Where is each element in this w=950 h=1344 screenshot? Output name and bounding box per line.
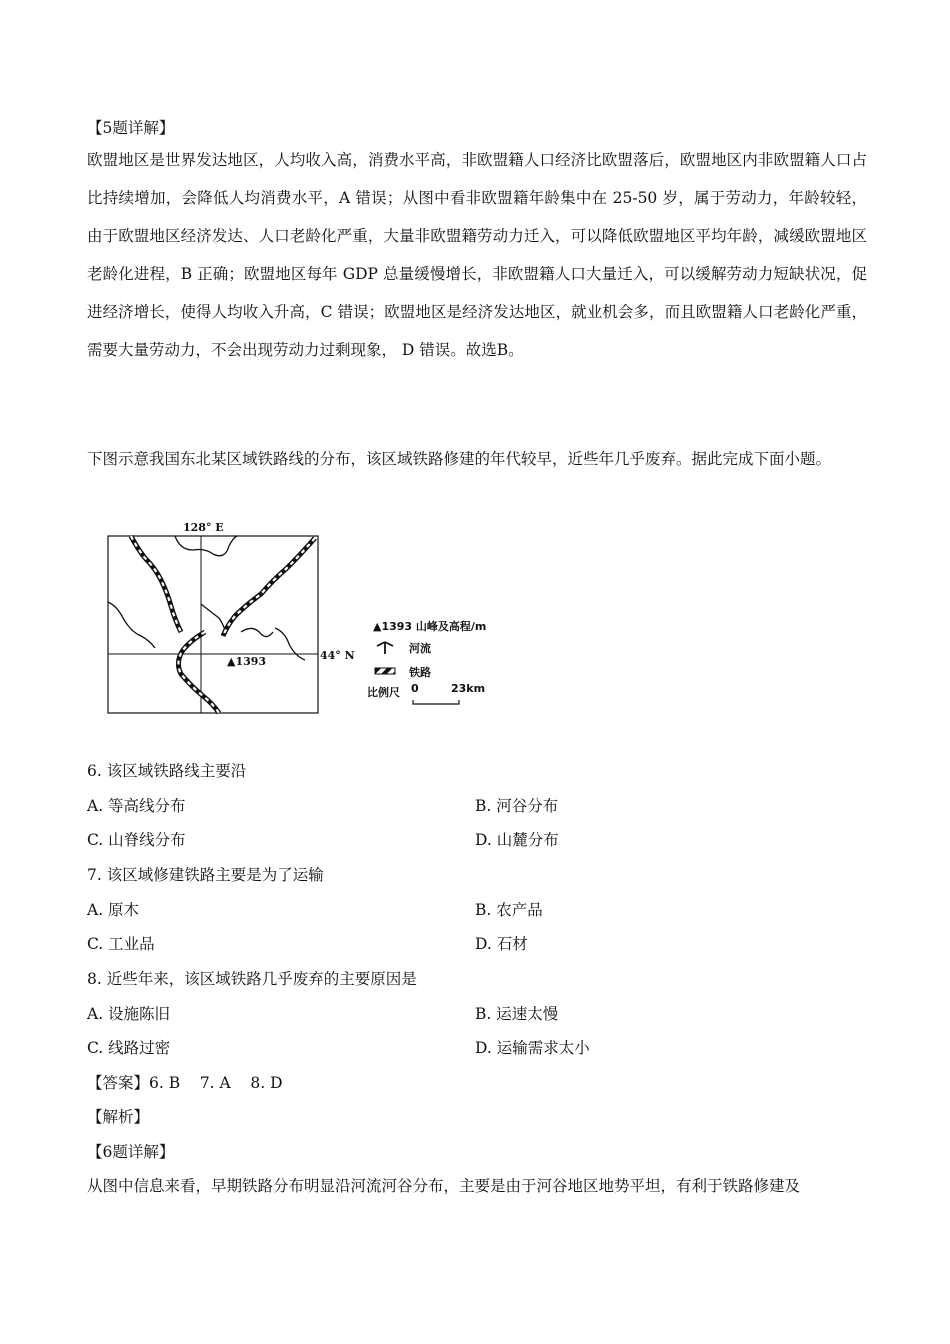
question-8-option-a: A. 设施陈旧 — [87, 1005, 171, 1023]
river-east-long — [275, 628, 305, 660]
railway-map — [105, 520, 505, 720]
legend-peak: ▲1393 山峰及高程/m — [373, 620, 487, 633]
question-6-option-d: D. 山麓分布 — [475, 831, 559, 849]
legend-railway-symbol — [375, 668, 395, 674]
river-east-short — [241, 628, 273, 636]
river-north — [175, 536, 237, 556]
question-7-stem: 7. 该区域修建铁路主要是为了运输 — [87, 866, 324, 884]
question-8-option-b: B. 运速太慢 — [475, 1005, 559, 1023]
section6-heading: 【6题详解】 — [87, 1143, 175, 1161]
answer-line: 【答案】6. B 7. A 8. D — [87, 1074, 283, 1092]
analysis-heading: 【解析】 — [87, 1108, 150, 1126]
longitude-label: 128° E — [183, 521, 224, 534]
legend-scale-label: 比例尺 — [367, 686, 400, 699]
question-7-option-b: B. 农产品 — [475, 901, 543, 919]
section5-body: 欧盟地区是世界发达地区，人均收入高，消费水平高，非欧盟籍人口经济比欧盟落后，欧盟地区内非欧盟籍人口占比持续增加，会降低人均消费水平，A 错误；从图中看非欧盟籍年龄集中在 25-50 岁，属于劳动力，年龄较轻，由于欧盟地区经济发达、人口老龄化严重，大量非欧盟籍劳动力迁入，可以降低欧盟地区平均年龄，减缓欧盟地区老龄化进程，B 正确；欧盟地区每年 GDP 总量缓慢增长，非欧盟籍人口大量迁入，可以缓解劳动力短缺状况，促进经济增长，使得人均收入升高，C 错误；欧盟地区是经济发达地区，就业机会多，而且欧盟籍人口老龄化严重，需要大量劳动力，不会出现劳动力过剩现象， D 错误。故选B。 — [87, 151, 867, 359]
question-8-option-d: D. 运输需求太小 — [475, 1039, 590, 1057]
question-8-option-c: C. 线路过密 — [87, 1039, 171, 1057]
legend-scale-end: 23km — [451, 682, 486, 695]
section5-heading: 【5题详解】 — [87, 119, 175, 137]
section6-body: 从图中信息来看，早期铁路分布明显沿河流河谷分布，主要是由于河谷地区地势平坦，有利于铁路修建及 — [87, 1177, 801, 1195]
question-6-stem: 6. 该区域铁路线主要沿 — [87, 762, 247, 780]
question-intro: 下图示意我国东北某区域铁路线的分布，该区域铁路修建的年代较早，近些年几乎废弃。据此完成下面小题。 — [87, 450, 832, 468]
railway-south — [178, 632, 219, 713]
question-6-option-b: B. 河谷分布 — [475, 797, 559, 815]
question-7-option-d: D. 石材 — [475, 935, 528, 953]
river-branch — [201, 604, 225, 630]
river-west — [108, 602, 155, 648]
latitude-label: 44° N — [320, 649, 355, 662]
question-7-option-a: A. 原木 — [87, 901, 140, 919]
legend-river: 河流 — [409, 642, 431, 655]
map-frame — [108, 536, 318, 713]
question-7-option-c: C. 工业品 — [87, 935, 155, 953]
railway-map-figure — [105, 520, 505, 720]
peak-label: ▲1393 — [227, 655, 267, 668]
railway-south-dash — [178, 632, 219, 713]
legend-railway: 铁路 — [409, 666, 431, 679]
question-6-option-a: A. 等高线分布 — [87, 797, 186, 815]
legend-river-symbol — [377, 642, 393, 654]
question-6-option-c: C. 山脊线分布 — [87, 831, 186, 849]
legend-scale-bar — [413, 700, 459, 704]
question-8-stem: 8. 近些年来，该区域铁路几乎废弃的主要原因是 — [87, 970, 417, 988]
legend-scale-zero: 0 — [411, 682, 419, 695]
